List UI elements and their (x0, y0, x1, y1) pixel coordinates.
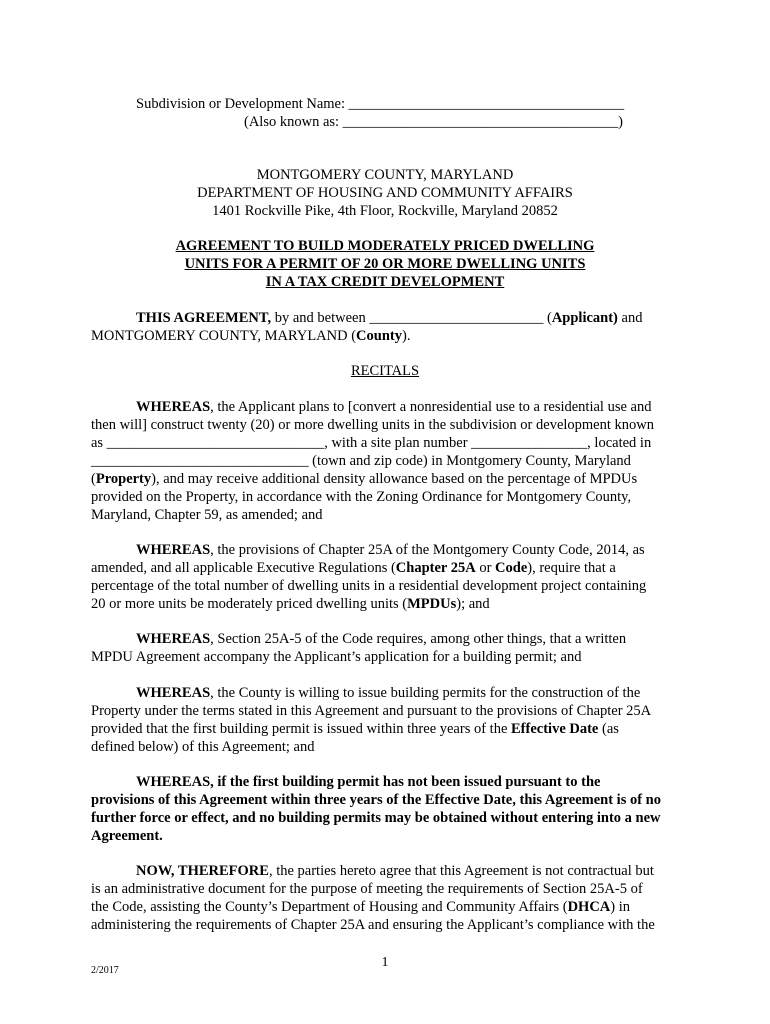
now-therefore-line-2: is an administrative document for the purpose of meeting the requirements of Section 25A-5 of (91, 881, 643, 897)
department-name: DEPARTMENT OF HOUSING AND COMMUNITY AFFAIRS (197, 185, 573, 201)
whereas1-text: , the Applicant plans to [convert a nonresidential use to a residential use and (210, 399, 652, 415)
whereas4-line3-end: (as (598, 721, 619, 737)
now-therefore-line3-text: the Code, assisting the County’s Department of Housing and Community Affairs ( (91, 899, 568, 915)
mpdus-term: MPDUs (407, 596, 457, 612)
whereas1-line-7: Maryland, Chapter 59, as amended; and (91, 507, 323, 523)
revision-date: 2/2017 (91, 965, 119, 976)
also-known-as-line: (Also known as: ______________________________________) (244, 114, 624, 130)
effective-date-term: Effective Date (511, 721, 599, 737)
whereas4-line-2: Property under the terms stated in this Agreement and pursuant to the provisions of Chapter 25A (91, 703, 652, 719)
whereas4-line-3 (91, 720, 619, 738)
now-therefore-lead: NOW, THEREFORE (136, 863, 269, 879)
whereas3-lead: WHEREAS (136, 631, 211, 647)
whereas1-line-3: as ______________________________, with a site plan number ________________, located in (91, 435, 652, 451)
county-name: MONTGOMERY COUNTY, MARYLAND (256, 167, 514, 183)
whereas1-line5-text: ), and may receive additional density allowance based on the percentage of MPDUs (151, 471, 638, 487)
intro-text: by and between ________________________ ( (271, 310, 552, 326)
intro-line-2 (91, 327, 410, 345)
whereas3-text: , Section 25A-5 of the Code requires, among other things, that a written (210, 631, 627, 647)
whereas2-line-1 (136, 541, 645, 559)
whereas2-line2-end: ), require that a (527, 560, 616, 576)
whereas1-line-5 (91, 470, 637, 488)
whereas4-line-4: defined below) of this Agreement; and (91, 739, 315, 755)
intro-lead: THIS AGREEMENT, (136, 310, 272, 326)
now-therefore-text: , the parties hereto agree that this Agreement is not contractual but (268, 863, 654, 879)
intro-line2-end: ). (401, 328, 411, 344)
whereas1-line-4: ______________________________ (town and zip code) in Montgomery County, Maryland (91, 453, 631, 469)
whereas4-line3-text: provided that the first building permit is issued within three years of the (91, 721, 512, 737)
whereas4-text: , the County is willing to issue building permits for the construction of the (210, 685, 641, 701)
whereas2-line4-end: ); and (456, 596, 490, 612)
intro-line-1 (136, 309, 642, 327)
whereas2-line-3: percentage of the total number of dwelling units in a residential development project containing (91, 578, 647, 594)
whereas5-line-2: provisions of this Agreement within three years of the Effective Date, this Agreement is of no (91, 792, 661, 808)
whereas1-lead: WHEREAS (136, 399, 211, 415)
now-therefore-line-1 (136, 862, 654, 880)
whereas3-line-1 (136, 630, 626, 648)
whereas1-line-6: provided on the Property, in accordance with the Zoning Ordinance for Montgomery County, (91, 489, 632, 505)
subdivision-name-line: Subdivision or Development Name: ______________________________________ (136, 96, 625, 112)
chapter-25a-term: Chapter 25A (395, 560, 476, 576)
whereas1-paren: ( (91, 471, 96, 487)
intro-line2-text: MONTGOMERY COUNTY, MARYLAND ( (91, 328, 357, 344)
intro-text-end: and (617, 310, 643, 326)
dhca-term: DHCA (567, 899, 611, 915)
county-term: County (356, 328, 402, 344)
whereas2-text: , the provisions of Chapter 25A of the Montgomery County Code, 2014, as (210, 542, 645, 558)
recitals-heading: RECITALS (350, 363, 420, 379)
whereas5-line-3: further force or effect, and no building permits may be obtained without entering into a new (91, 810, 661, 826)
title-line-3: IN A TAX CREDIT DEVELOPMENT (265, 274, 505, 290)
title-line-2: UNITS FOR A PERMIT OF 20 OR MORE DWELLING UNITS (184, 256, 586, 272)
whereas2-line-4 (91, 595, 490, 613)
now-therefore-line-3 (91, 898, 630, 916)
applicant-term: Applicant) (551, 310, 618, 326)
whereas5-line-4: Agreement. (91, 828, 163, 844)
whereas2-line2-text: amended, and all applicable Executive Regulations ( (91, 560, 396, 576)
code-term: Code (495, 560, 528, 576)
whereas1-line-1 (136, 398, 651, 416)
whereas2-line4-text: 20 or more units be moderately priced dwelling units ( (91, 596, 408, 612)
now-therefore-line3-end: ) in (610, 899, 631, 915)
page-number: 1 (381, 955, 389, 970)
whereas1-line-2: then will] construct twenty (20) or more dwelling units in the subdivision or development known (91, 417, 654, 433)
department-address: 1401 Rockville Pike, 4th Floor, Rockville, Maryland 20852 (212, 203, 558, 219)
property-term: Property (95, 471, 152, 487)
whereas2-or: or (475, 560, 496, 576)
whereas2-lead: WHEREAS (136, 542, 211, 558)
whereas4-line-1 (136, 684, 640, 702)
now-therefore-line-4: administering the requirements of Chapter 25A and ensuring the Applicant’s compliance with the (91, 917, 655, 933)
title-line-1: AGREEMENT TO BUILD MODERATELY PRICED DWELLING (175, 238, 595, 254)
whereas4-lead: WHEREAS (136, 685, 211, 701)
whereas2-line-2 (91, 559, 616, 577)
whereas3-line-2: MPDU Agreement accompany the Applicant’s application for a building permit; and (91, 649, 582, 665)
whereas5-line-1: WHEREAS, if the first building permit has not been issued pursuant to the (136, 774, 601, 790)
